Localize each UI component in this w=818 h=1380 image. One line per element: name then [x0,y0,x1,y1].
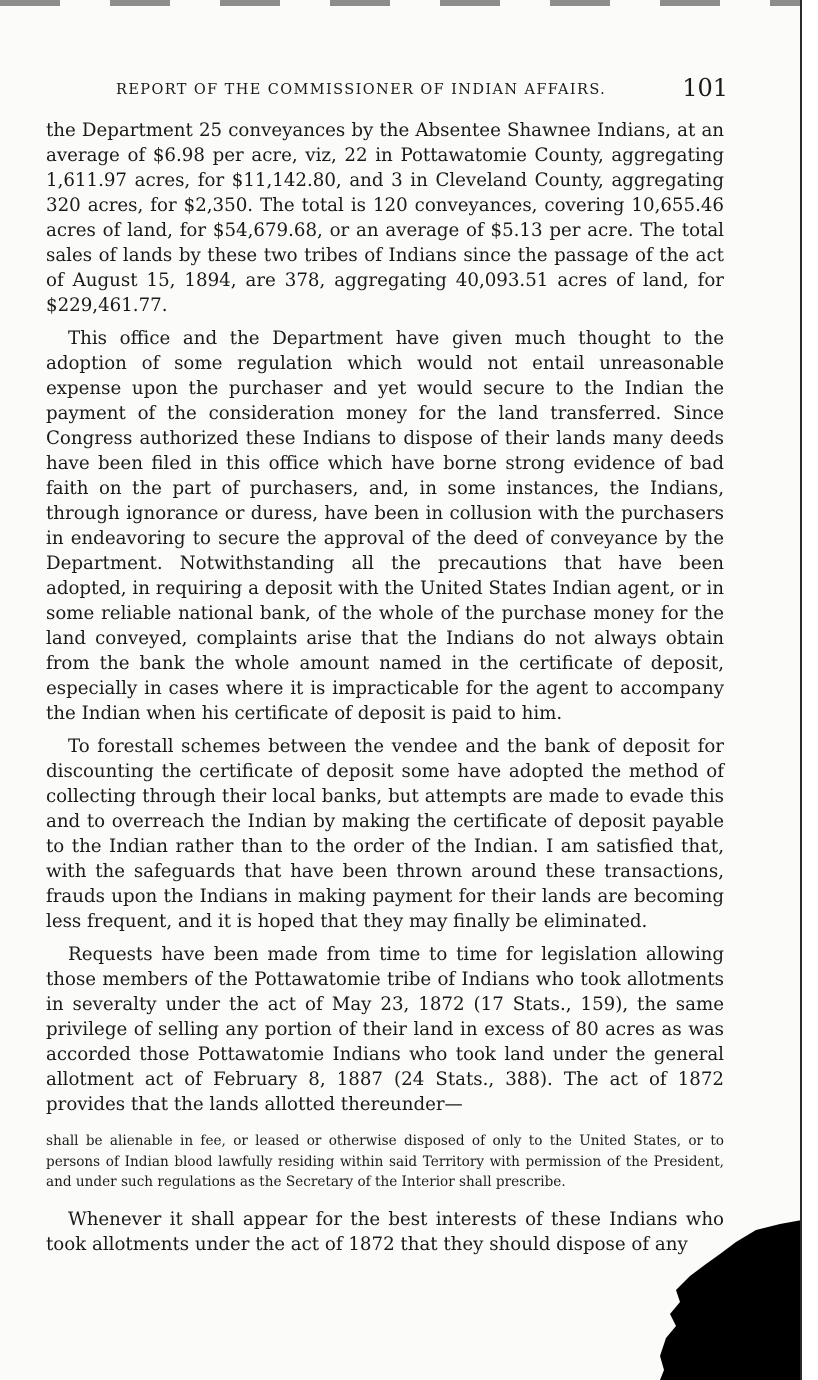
page-edge [800,0,802,1380]
paragraph-regulation: This office and the Department have given much thought to the adoption of some regulation which would not entail unreasonable expense upon the purchaser and yet would secure to the Indian the payment of the consideration money for the land transferred. Since Congress authorized these Indians to dispose of their lands many deeds have been filed in this office which have borne strong evidence of bad faith on the part of purchasers, and, in some instances, the Indians, through ignorance or duress, have been in collusion with the purchasers in endeavoring to secure the approval of the deed of conveyance by the Department. Notwithstanding all the precautions that have been adopted, in requiring a deposit with the United States Indian agent, or in some reliable national bank, of the whole of the purchase money for the land conveyed, complaints arise that the Indians do not always obtain from the bank the whole amount named in the certificate of deposit, especially in cases where it is impracticable for the agent to accompany the Indian when his certificate of deposit is paid to him. [46,328,724,724]
paragraph-forestall-schemes: To forestall schemes between the vendee and the bank of deposit for discounting the certificate of deposit some have adopted the method of collecting through their local banks, but attempts are made to evade this and to overreach the Indian by making the certificate of deposit payable to the Indian rather than to the order of the Indian. I am satisfied that, with the safeguards that have been thrown around these transactions, frauds upon the Indians in making payment for their lands are becoming less frequent, and it is hoped that they may finally be eliminated. [46,736,724,932]
running-head: REPORT OF THE COMMISSIONER OF INDIAN AFFAIRS. [116,82,607,98]
scan-top-border [0,0,800,6]
page-body [46,118,724,1265]
page-number: 101 [682,74,728,102]
paragraph-final: Whenever it shall appear for the best interests of these Indians who took allotments under the act of 1872 that they should dispose of any [46,1209,724,1256]
page-header [116,74,728,104]
paragraph-continued: the Department 25 conveyances by the Absentee Shawnee Indians, at an average of $6.98 per acre, viz, 22 in Pottawatomie County, aggregating 1,611.97 acres, for $11,142.80, and 3 in Cleveland County, aggregating 320 acres, for $2,350. The total is 120 conveyances, covering 10,655.46 acres of land, for $54,679.68, or an average of $5.13 per acre. The total sales of lands by these two tribes of Indians since the passage of the act of August 15, 1894, are 378, aggregating 40,093.51 acres of land, for $229,461.77. [46,120,724,316]
torn-corner [660,1220,800,1380]
paragraph-pottawatomie-requests: Requests have been made from time to time for legislation allowing those members of the Pottawatomie tribe of Indians who took allotments in severalty under the act of May 23, 1872 (17 Stats., 159), the same privilege of selling any portion of their land in excess of 80 acres as was accorded those Pottawatomie Indians who took land under the general allotment act of February 8, 1887 (24 Stats., 388). The act of 1872 provides that the lands allotted thereunder— [46,944,724,1115]
statute-quote: shall be alienable in fee, or leased or otherwise disposed of only to the United States, or to persons of Indian blood lawfully residing within said Territory with permission of the President, and under such regulations as the Secretary of the Interior shall prescribe. [46,1133,724,1191]
